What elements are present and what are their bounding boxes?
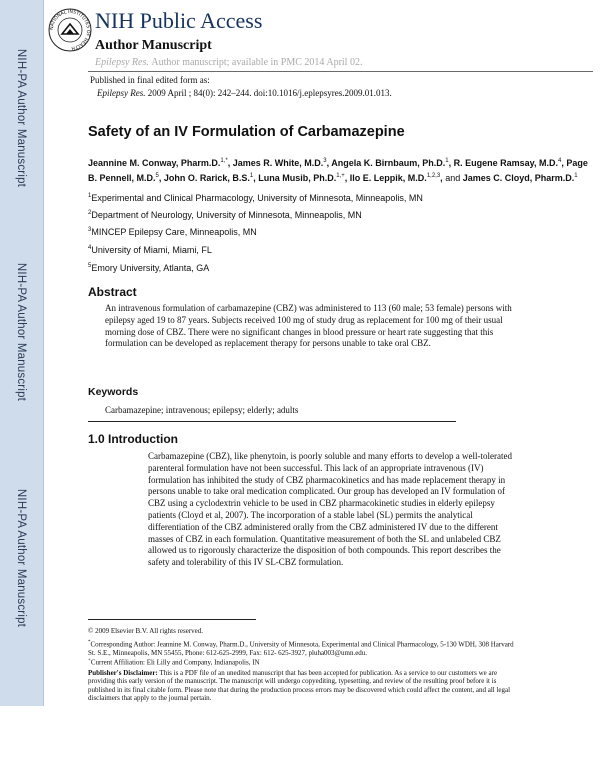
- author-name: James R. White, M.D.: [232, 158, 324, 168]
- current-affiliation-note: [88, 657, 518, 667]
- affiliation: [88, 263, 209, 273]
- citation-journal: Epilepsy Res.: [97, 88, 146, 98]
- author-list: Jeannine M. Conway, Pharm.D.$^{1,*}$, James R. White, M.D.$^3$, Angela K. Birnbaum, Ph.D.$^1$, R. Eugene Ramsay, M.D.$^4$, Page B. Pennell, M.D.$^5$, John O. Rarick, B.S.$^1$, Luna Musib, Ph.D.$^{1,+}$, Ilo E. Leppik, M.D.$^{1,2,3}$, and James C. Cloyd, Pharm.D.$^1$: [88, 158, 588, 183]
- author-sup: 4: [558, 158, 562, 164]
- header-journal-name: Epilepsy Res.: [95, 57, 149, 68]
- article-title: Safety of an IV Formulation of Carbamazepine: [88, 124, 405, 140]
- affiliation: [88, 193, 423, 203]
- abstract-text: An intravenous formulation of carbamazepine (CBZ) was administered to 113 (60 male; 53 female) persons with epilepsy aged 19 to 87 years. Subjects received 100 mg of study drug as replacement for 100 mg of their usual morning dose of CBZ. There were no significant changes in blood pressure or heart rate suggesting that this formulation can be developed as replacement therapy for persons unable to take oral CBZ.: [105, 303, 512, 349]
- keywords-divider: [88, 421, 456, 422]
- current-affiliation-text: Current Affiliation: Eli Lilly and Company, Indianapolis, IN: [90, 658, 260, 667]
- corresponding-text: Corresponding Author: Jeannine M. Conway, Pharm.D., University of Minnesota, Experimental and Clinical Pharmacology, 5-130 WDH, 308 Harvard St. S.E., Minneapolis, MN 55455, Phone: 612-625-2999, Fax: 612- 625-3927, pluha003@umn.edu.: [88, 640, 514, 657]
- affiliation-text: MINCEP Epilepsy Care, Minneapolis, MN: [91, 227, 257, 237]
- author-sup: 1,+: [336, 172, 345, 179]
- affiliation: [88, 245, 212, 255]
- affiliation-num: 2: [88, 210, 92, 216]
- affiliation: [88, 227, 257, 237]
- disclaimer-text: This is a PDF file of an unedited manuscript that has been accepted for publication. As a service to our customers we are providing this early version of the manuscript. The manuscript will undergo copyediting, typesetting, and review of the resulting proof before it is published in its final citable form. Please note that during the production process errors may be discovered which could affect the content, and all legal disclaimers that apply to the journal pertain.: [88, 669, 511, 702]
- author-manuscript-label: Author Manuscript: [95, 38, 212, 53]
- nih-public-access-title: NIH Public Access: [95, 8, 263, 33]
- affiliation-text: Department of Neurology, University of Minnesota, Minneapolis, MN: [91, 210, 362, 220]
- author-name: Ilo E. Leppik, M.D.: [349, 172, 427, 183]
- author-name: R. Eugene Ramsay, M.D.: [453, 158, 559, 168]
- affiliation-num: 5: [88, 263, 92, 269]
- affiliation-text: Emory University, Atlanta, GA: [91, 263, 210, 273]
- author-sup: 3: [323, 158, 327, 164]
- nih-logo: [48, 8, 92, 52]
- author-name: John O. Rarick, B.S.: [163, 172, 250, 183]
- intro-text: Carbamazepine (CBZ), like phenytoin, is poorly soluble and many efforts to develop a well-tolerated parenteral formulation have not been successful. This lack of an appropriate intravenous (IV) formulation has inhibited the study of CBZ pharmacokinetics and has made replacement therapy in persons unable to take oral medication complicated. Our group has developed an IV formulation of CBZ using a cyclodextrin vehicle to be used in CBZ pharmacokinetic studies in elderly epilepsy patients (Cloyd et al, 2007). The incorporation of a stable label (SL) permits the analytical differentiation of the CBZ administered orally from the CBZ administered IV due to the different masses of CBZ in each formulation. Quantitative measurement of both the SL and unlabeled CBZ allowed us to rigorously characterize the disposition of both compounds. This report describes the safety and tolerability of this IV SL-CBZ formulation.: [148, 451, 512, 568]
- citation-details: 2009 April ; 84(0): 242–244. doi:10.1016/j.eplepsyres.2009.01.013.: [147, 88, 392, 98]
- affiliation-num: 1: [88, 193, 92, 199]
- keywords-text: Carbamazepine; intravenous; epilepsy; elderly; adults: [105, 405, 299, 415]
- footnote-divider: [88, 619, 256, 620]
- and-word: and: [445, 172, 461, 183]
- affiliation-text: University of Miami, Miami, FL: [91, 245, 212, 255]
- corresponding-author-note: [88, 639, 518, 657]
- intro-heading: 1.0 Introduction: [88, 432, 178, 446]
- author-name: James C. Cloyd, Pharm.D.: [462, 172, 575, 183]
- nih-sidebar: NIH-PA Author Manuscript NIH-PA Author Manuscript NIH-PA Author Manuscript: [0, 0, 44, 706]
- manuscript-availability: [95, 57, 362, 68]
- affiliation-text: Experimental and Clinical Pharmacology, University of Minnesota, Minneapolis, MN: [91, 193, 423, 203]
- svg-text:NATIONAL INSTITUTES OF HEALTH: NATIONAL INSTITUTES OF HEALTH: [49, 9, 91, 51]
- author-sup: 1: [445, 158, 449, 164]
- footnote-sup: *: [88, 640, 91, 645]
- publisher-disclaimer: [88, 669, 518, 702]
- author-name: Jeannine M. Conway, Pharm.D.: [88, 158, 221, 168]
- affiliation: [88, 210, 362, 220]
- copyright-note: © 2009 Elsevier B.V. All rights reserved.: [88, 627, 204, 635]
- header-divider: [88, 71, 593, 72]
- author-name: Page B. Pennell, M.D.: [88, 158, 588, 183]
- published-label: Published in final edited form as:: [90, 75, 210, 85]
- author-name: Angela K. Birnbaum, Ph.D.: [331, 158, 446, 168]
- citation: [97, 88, 392, 98]
- affiliation-num: 4: [88, 245, 92, 251]
- abstract-heading: Abstract: [88, 285, 137, 299]
- disclaimer-label: Publisher's Disclaimer:: [88, 669, 158, 677]
- author-sup: 1: [249, 172, 254, 179]
- author-sup: 1,2,3: [426, 172, 441, 179]
- author-name: Luna Musib, Ph.D.: [258, 172, 337, 183]
- footnote-sup: +: [88, 658, 91, 663]
- header-availability-text: Author manuscript; available in PMC 2014 April 02.: [151, 57, 363, 68]
- affiliation-num: 3: [88, 227, 92, 233]
- author-sup: 5: [155, 172, 159, 179]
- keywords-heading: Keywords: [88, 386, 139, 398]
- author-sup: 1: [574, 172, 578, 179]
- author-sup: 1,*: [220, 158, 228, 164]
